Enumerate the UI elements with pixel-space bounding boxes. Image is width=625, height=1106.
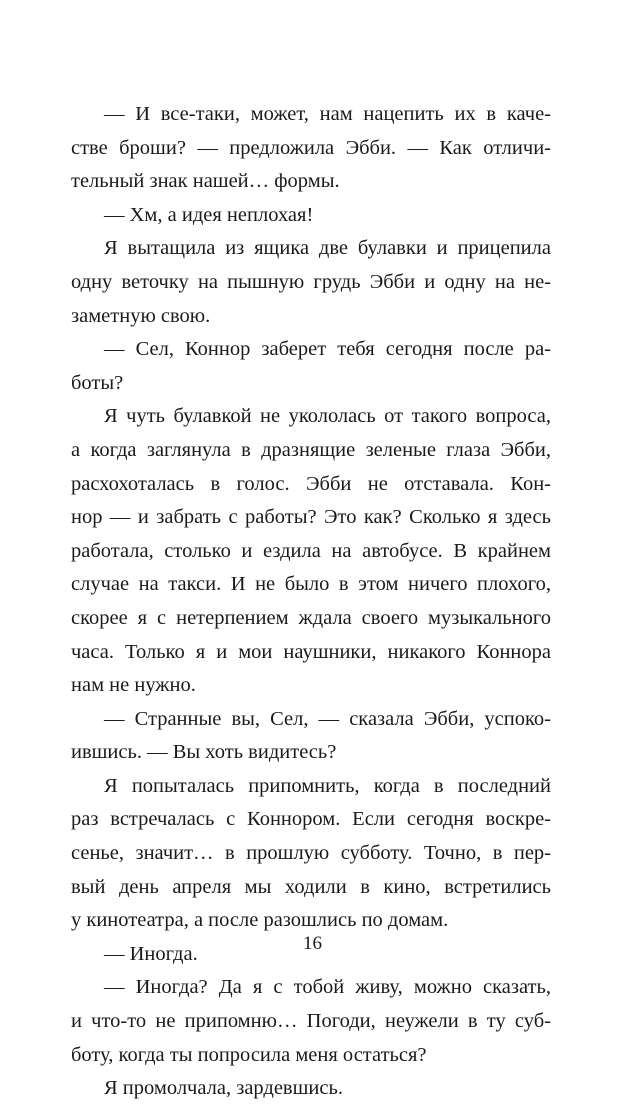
- text-line: часа. Только я и мои наушники, никакого Коннора: [71, 640, 551, 663]
- text-line: — Иногда.: [104, 942, 198, 965]
- text-line: — Иногда? Да я с тобой живу, можно сказать,: [104, 976, 551, 999]
- text-line: боты?: [71, 371, 124, 394]
- page-number: 16: [303, 933, 322, 954]
- text-line: работала, столько и ездила на автобусе. В крайнем: [71, 539, 551, 562]
- text-line: Я попыталась припомнить, когда в последний: [104, 774, 551, 797]
- text-line: тельный знак нашей… формы.: [71, 170, 340, 193]
- text-line: Я чуть булавкой не укололась от такого вопроса,: [104, 405, 551, 428]
- text-line: расхохоталась в голос. Эбби не отставала. Кон-: [71, 472, 551, 495]
- text-line: скорее я с нетерпением ждала своего музыкального: [71, 606, 551, 629]
- text-line: стве броши? — предложила Эбби. — Как отличи-: [71, 136, 551, 159]
- text-line: нор — и забрать с работы? Это как? Сколько я здесь: [71, 506, 551, 529]
- text-line: ившись. — Вы хоть видитесь?: [71, 741, 337, 764]
- text-line: — Сел, Коннор заберет тебя сегодня после ра-: [104, 338, 551, 361]
- text-line: и что-то не припомню… Погоди, неужели в ту суб-: [71, 1010, 551, 1033]
- text-line: — И все-таки, может, нам нацепить их в каче-: [104, 103, 551, 125]
- text-line: — Странные вы, Сел, — сказала Эбби, успоко-: [104, 707, 551, 730]
- text-line: случае на такси. И не было в этом ничего плохого,: [71, 573, 551, 596]
- text-line: раз встречалась с Коннором. Если сегодня воскре-: [71, 808, 551, 831]
- text-line: боту, когда ты попросила меня остаться?: [71, 1043, 427, 1066]
- text-line: заметную свою.: [71, 304, 211, 327]
- text-line: нам не нужно.: [71, 674, 196, 697]
- text-line: — Хм, а идея неплохая!: [104, 203, 314, 226]
- text-line: у кинотеатра, а после разошлись по домам.: [71, 909, 449, 932]
- text-line: а когда заглянула в дразнящие зеленые глаза Эбби,: [71, 438, 551, 461]
- text-line: Я вытащила из ящика две булавки и прицепила: [104, 237, 551, 260]
- text-line: сенье, значит… в прошлую субботу. Точно, в пер-: [71, 842, 551, 865]
- text-line: вый день апреля мы ходили в кино, встретились: [71, 875, 551, 898]
- text-line: Я промолчала, зардевшись.: [104, 1077, 343, 1100]
- text-line: одну веточку на пышную грудь Эбби и одну на не-: [71, 270, 551, 293]
